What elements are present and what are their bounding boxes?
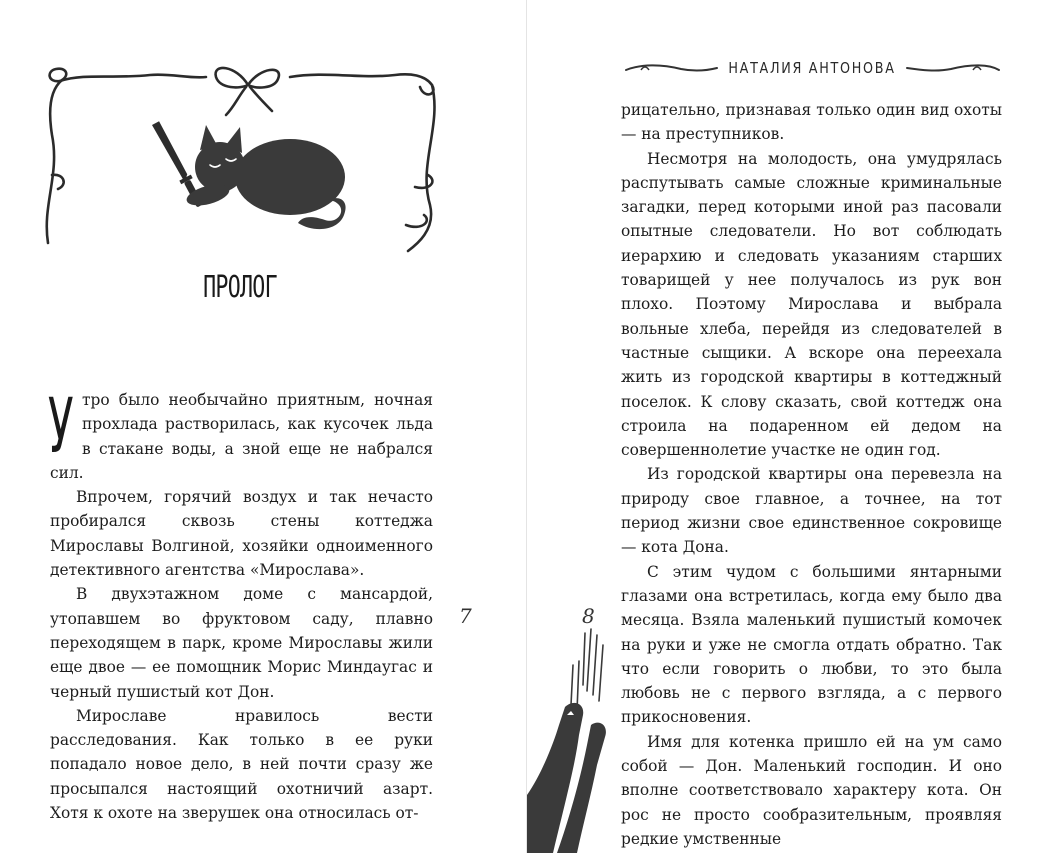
paragraph: С этим чудом с большими янтарными глазами она встретилась, когда ему было два месяца. Взяла маленький пушистый комочек на руки и уже не смогла отдать обратно. Так что если говорить о любви, то это была любовь не с первого взгляда, а с первого прикосновения. — [621, 562, 1002, 727]
paragraph: Имя для котенка пришло ей на ум само собой — Дон. Маленький господин. И оно вполне соответствовало характеру кота. Он рос не просто сообразительным, проявляя редкие умственные — [621, 732, 1002, 848]
paragraph: Мирославе нравилось вести расследования. Как только в ее руки попадало новое дело, в ней почти сразу же просыпался настоящий охотничий азарт. Хотя к охоте на зверушек она относилась от- — [50, 706, 433, 823]
right-page-text — [621, 98, 1002, 851]
page-number-right: 8 — [582, 604, 595, 628]
paragraph: В двухэтажном доме с мансардой, утопавшем во фруктовом саду, плавно переходящем в парк, кроме Мирославы жили еще двое — ее помощник Морис Миндаугас и черный пушистый кот Дон. — [50, 585, 433, 701]
paragraph: Утро было необычайно приятным, ночная прохлада растворилась, как кусочек льда в стакане воды, а зной еще не набрался сил. — [48, 381, 433, 482]
paragraph: рицательно, признавая только один вид охоты — на преступников. — [621, 101, 1002, 144]
header-text: НАТАЛИЯ АНТОНОВА — [728, 59, 896, 77]
left-page — [0, 0, 527, 853]
cat-paws-illustration — [527, 625, 617, 853]
paragraph: Несмотря на молодость, она умудрялась распутывать самые сложные криминальные загадки, перед которыми иной раз пасовали опытные следователи. Но вот соблюдать иерархию и следовать указаниям старших товарищей у нее получалось из рук вон плохо. Поэтому Мирослава и выбрала вольные хлеба, перейдя из следователей в частные сыщики. А вскоре она переехала жить из городской квартиры в коттеджный поселок. К слову сказать, свой коттедж она строила на подаренном ей дедом на совершеннолетие участке не один год. — [621, 149, 1002, 460]
ribbon-frame-illustration — [40, 55, 445, 295]
paragraph: Из городской квартиры она перевезла на природу свое главное, а точнее, на тот период жизни свое единственное сокровище — кота Дона. — [621, 465, 1002, 557]
paragraph: Впрочем, горячий воздух и так нечасто пробирался сквозь стены коттеджа Мирославы Волгиной, хозяйки одноименного детективного агентства «Мирослава». — [50, 488, 433, 580]
right-page — [527, 0, 1055, 853]
drop-cap: У — [48, 381, 74, 470]
running-header — [621, 58, 1003, 80]
chapter-title: ПРОЛОГ — [203, 270, 277, 305]
page-number-left: 7 — [459, 604, 472, 628]
left-page-text — [48, 381, 433, 825]
